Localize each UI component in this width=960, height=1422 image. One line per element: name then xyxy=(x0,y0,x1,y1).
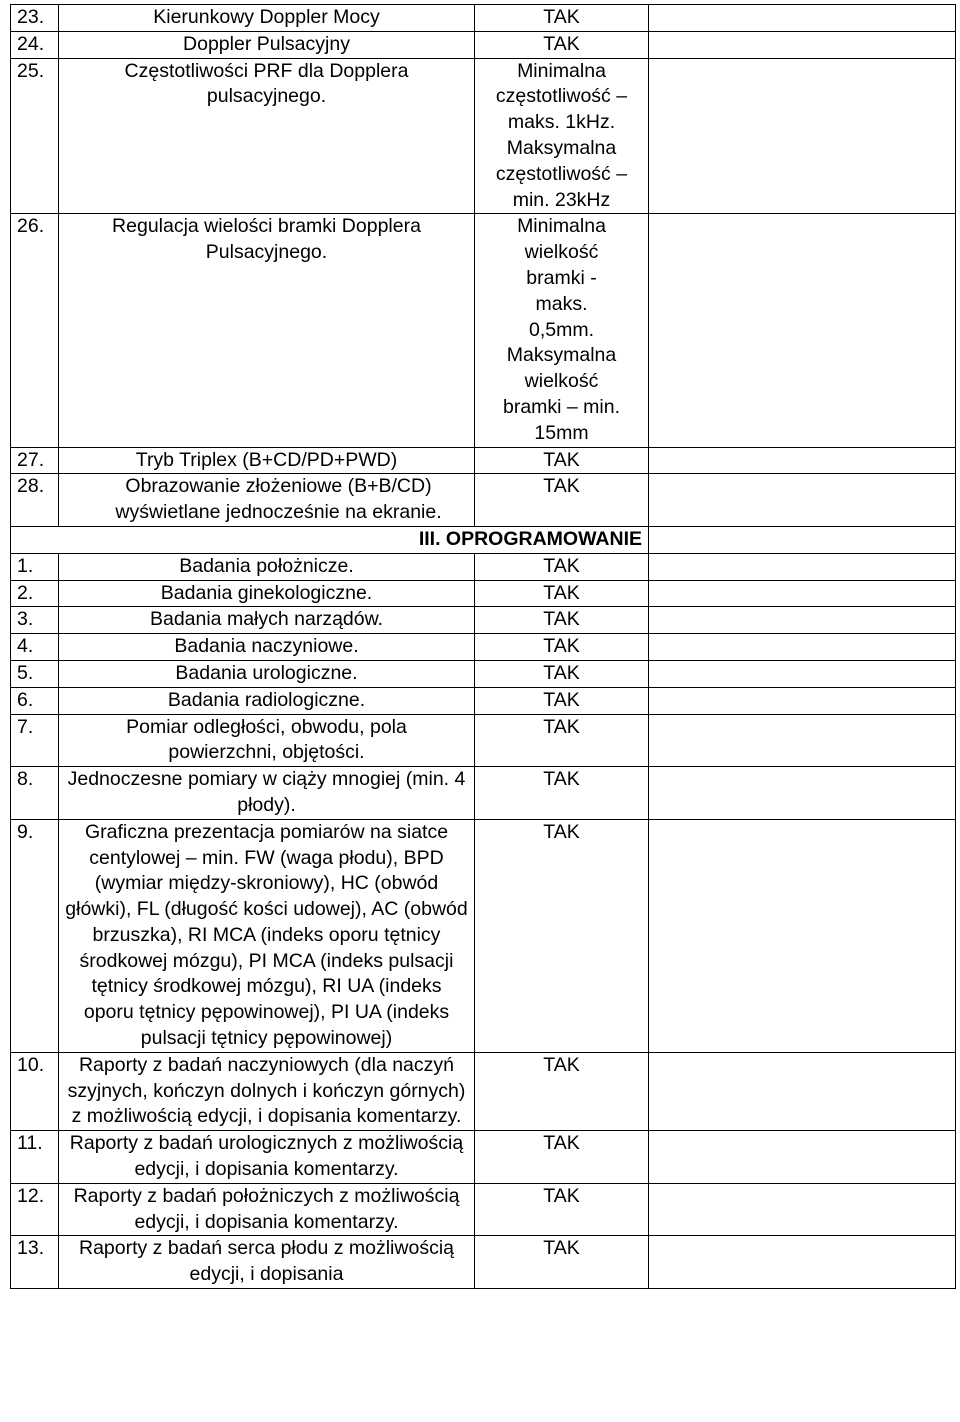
row-parameter: Badania naczyniowe. xyxy=(59,634,475,661)
row-number: 23. xyxy=(11,5,59,32)
row-offered xyxy=(649,634,956,661)
row-value: TAK xyxy=(475,1131,649,1184)
row-parameter: Badania małych narządów. xyxy=(59,607,475,634)
row-parameter: Raporty z badań serca płodu z możliwością edycji, i dopisania xyxy=(59,1236,475,1289)
row-number: 8. xyxy=(11,767,59,820)
row-number: 7. xyxy=(11,714,59,767)
row-number: 5. xyxy=(11,660,59,687)
row-offered xyxy=(649,447,956,474)
table-row xyxy=(11,687,956,714)
row-parameter: Obrazowanie złożeniowe (B+B/CD) wyświetlane jednocześnie na ekranie. xyxy=(59,474,475,527)
table-row xyxy=(11,214,956,447)
row-number: 11. xyxy=(11,1131,59,1184)
row-offered xyxy=(649,526,956,553)
row-offered xyxy=(649,58,956,214)
table-row xyxy=(11,1052,956,1130)
row-parameter: Badania ginekologiczne. xyxy=(59,580,475,607)
row-offered xyxy=(649,819,956,1052)
row-offered xyxy=(649,31,956,58)
row-value: TAK xyxy=(475,660,649,687)
row-parameter: Raporty z badań położniczych z możliwością edycji, i dopisania komentarzy. xyxy=(59,1183,475,1236)
table-row xyxy=(11,58,956,214)
specification-table xyxy=(10,4,956,1289)
row-offered xyxy=(649,5,956,32)
row-value: TAK xyxy=(475,580,649,607)
row-number: 2. xyxy=(11,580,59,607)
row-value: TAK xyxy=(475,5,649,32)
row-number: 24. xyxy=(11,31,59,58)
row-offered xyxy=(649,1052,956,1130)
row-offered xyxy=(649,1236,956,1289)
row-parameter: Tryb Triplex (B+CD/PD+PWD) xyxy=(59,447,475,474)
section-heading xyxy=(11,526,649,553)
table-row xyxy=(11,634,956,661)
row-value: TAK xyxy=(475,767,649,820)
row-offered xyxy=(649,214,956,447)
row-parameter: Doppler Pulsacyjny xyxy=(59,31,475,58)
row-offered xyxy=(649,474,956,527)
row-value: Minimalna częstotliwość – maks. 1kHz. Maksymalna częstotliwość – min. 23kHz xyxy=(475,58,649,214)
row-value: TAK xyxy=(475,553,649,580)
table-row xyxy=(11,474,956,527)
row-offered xyxy=(649,553,956,580)
table-row xyxy=(11,580,956,607)
row-number: 26. xyxy=(11,214,59,447)
row-offered xyxy=(649,660,956,687)
section-row xyxy=(11,526,956,553)
table-row xyxy=(11,607,956,634)
section-title: OPROGRAMOWANIE xyxy=(445,527,642,550)
row-value: Minimalna wielkość bramki - maks. 0,5mm. Maksymalna wielkość bramki – min. 15mm xyxy=(475,214,649,447)
row-offered xyxy=(649,1183,956,1236)
row-number: 27. xyxy=(11,447,59,474)
row-offered xyxy=(649,767,956,820)
row-parameter: Graficzna prezentacja pomiarów na siatce centylowej – min. FW (waga płodu), BPD (wymiar między-skroniowy), HC (obwód główki), FL (długość kości udowej), AC (obwód brzuszka), RI MCA (indeks oporu tętnicy środkowej mózgu), PI MCA (indeks pulsacji tętnicy środkowej mózgu), RI UA (indeks oporu tętnicy pępowinowej), PI UA (indeks pulsacji tętnicy pępowinowej) xyxy=(59,819,475,1052)
row-offered xyxy=(649,714,956,767)
row-offered xyxy=(649,1131,956,1184)
row-number: 28. xyxy=(11,474,59,527)
row-number: 6. xyxy=(11,687,59,714)
row-number: 1. xyxy=(11,553,59,580)
row-value: TAK xyxy=(475,687,649,714)
section-number: III. xyxy=(418,527,441,550)
row-parameter: Badania położnicze. xyxy=(59,553,475,580)
table-row xyxy=(11,31,956,58)
row-number: 13. xyxy=(11,1236,59,1289)
table-row xyxy=(11,553,956,580)
row-value: TAK xyxy=(475,607,649,634)
row-parameter: Badania urologiczne. xyxy=(59,660,475,687)
table-row xyxy=(11,660,956,687)
row-value: TAK xyxy=(475,634,649,661)
row-offered xyxy=(649,580,956,607)
row-value: TAK xyxy=(475,819,649,1052)
row-parameter: Badania radiologiczne. xyxy=(59,687,475,714)
table-row xyxy=(11,1131,956,1184)
row-value: TAK xyxy=(475,1236,649,1289)
row-number: 4. xyxy=(11,634,59,661)
row-number: 9. xyxy=(11,819,59,1052)
table-row xyxy=(11,5,956,32)
row-value: TAK xyxy=(475,447,649,474)
table-row xyxy=(11,819,956,1052)
row-number: 25. xyxy=(11,58,59,214)
row-value: TAK xyxy=(475,31,649,58)
table-row xyxy=(11,1183,956,1236)
row-parameter: Regulacja wielości bramki Dopplera Pulsacyjnego. xyxy=(59,214,475,447)
row-parameter: Raporty z badań urologicznych z możliwością edycji, i dopisania komentarzy. xyxy=(59,1131,475,1184)
row-number: 3. xyxy=(11,607,59,634)
row-parameter: Częstotliwości PRF dla Dopplera pulsacyjnego. xyxy=(59,58,475,214)
row-parameter: Pomiar odległości, obwodu, pola powierzchni, objętości. xyxy=(59,714,475,767)
row-parameter: Raporty z badań naczyniowych (dla naczyń szyjnych, kończyn dolnych i kończyn górnych) z możliwością edycji, i dopisania komentarzy. xyxy=(59,1052,475,1130)
table-row xyxy=(11,447,956,474)
row-parameter: Kierunkowy Doppler Mocy xyxy=(59,5,475,32)
row-value: TAK xyxy=(475,1183,649,1236)
row-number: 10. xyxy=(11,1052,59,1130)
row-value: TAK xyxy=(475,1052,649,1130)
row-number: 12. xyxy=(11,1183,59,1236)
row-offered xyxy=(649,687,956,714)
table-row xyxy=(11,1236,956,1289)
row-parameter: Jednoczesne pomiary w ciąży mnogiej (min. 4 płody). xyxy=(59,767,475,820)
row-value: TAK xyxy=(475,474,649,527)
row-offered xyxy=(649,607,956,634)
row-value: TAK xyxy=(475,714,649,767)
table-row xyxy=(11,767,956,820)
table-row xyxy=(11,714,956,767)
